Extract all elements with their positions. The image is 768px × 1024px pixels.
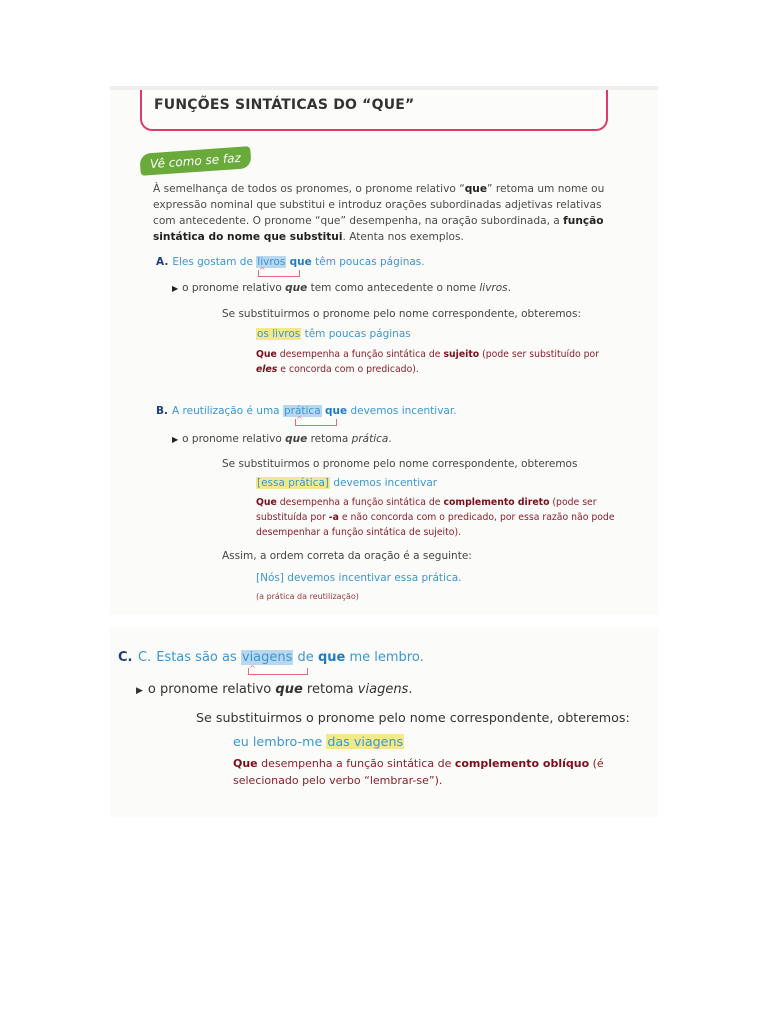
connector-caret-icon: ^ (249, 664, 256, 673)
bullet-arrow-icon: ▶ (172, 284, 179, 293)
example-b-order-example: [Nós] devemos incentivar essa prática. (256, 572, 462, 584)
antecedent-highlight: livros (257, 256, 286, 268)
example-a-substitution-text: Se substituirmos o pronome pelo nome correspondente, obteremos: (222, 308, 581, 320)
example-a-sentence: A. Eles gostam de livros que têm poucas páginas. (156, 256, 425, 268)
example-c-sentence: C. Estas são as viagens de que me lembro. (138, 650, 424, 665)
example-c-outer-label: C. (118, 650, 133, 665)
example-b-sentence: B. A reutilização é uma prática que devemos incentivar. (156, 405, 457, 417)
example-b-explanation: Que desempenha a função sintática de complemento direto (pode ser substituída por -a e não concorda com o predicado, por essa razão não pode desempenhar a função sintática de sujeito). (256, 497, 615, 538)
page-title: FUNÇÕES SINTÁTICAS DO “QUE” (154, 97, 415, 113)
example-a-bullet: ▶ o pronome relativo que tem como antecedente o nome livros. (172, 282, 511, 294)
connector-caret-icon: ^ (296, 415, 303, 424)
example-b-order-note: (a prática da reutilização) (256, 592, 359, 601)
antecedent-highlight: prática (283, 405, 321, 417)
antecedent-connector (248, 668, 308, 675)
example-a-explanation: Que desempenha a função sintática de sujeito (pode ser substituído por eles e concorda com o predicado). (256, 349, 600, 375)
example-c-explanation: Que desempenha a função sintática de complemento oblíquo (é selecionado pelo verbo “lembrar-se”). (233, 757, 604, 787)
intro-paragraph: À semelhança de todos os pronomes, o pronome relativo “que” retoma um nome ou expressão nominal que substitui e introduz orações subordinadas adjetivas relativas com antecedente. O pronome “que” desempenha, na oração subordinada, a função sintática do nome que substitui. Atenta nos exemplos. (153, 183, 605, 243)
section-badge: Vê como se faz (139, 146, 251, 176)
example-b-substitution-text: Se substituirmos o pronome pelo nome correspondente, obteremos (222, 458, 578, 470)
connector-caret-icon: ^ (259, 266, 266, 275)
bullet-arrow-icon: ▶ (136, 686, 143, 696)
antecedent-highlight: viagens (241, 650, 293, 665)
bullet-arrow-icon: ▶ (172, 435, 179, 444)
example-c-substitution-text: Se substituirmos o pronome pelo nome correspondente, obteremos: (196, 710, 630, 725)
example-b-replaced-sentence: [essa prática] devemos incentivar (257, 477, 438, 489)
textbook-page-top (110, 86, 658, 615)
title-box (140, 90, 608, 131)
example-a-replaced-sentence: os livros têm poucas páginas (257, 328, 411, 340)
example-b-order-text: Assim, a ordem correta da oração é a seguinte: (222, 550, 472, 562)
example-c-bullet: ▶ o pronome relativo que retoma viagens. (136, 682, 413, 697)
example-c-replaced-sentence: eu lembro-me das viagens (233, 734, 404, 749)
example-b-bullet: ▶ o pronome relativo que retoma prática. (172, 433, 392, 445)
